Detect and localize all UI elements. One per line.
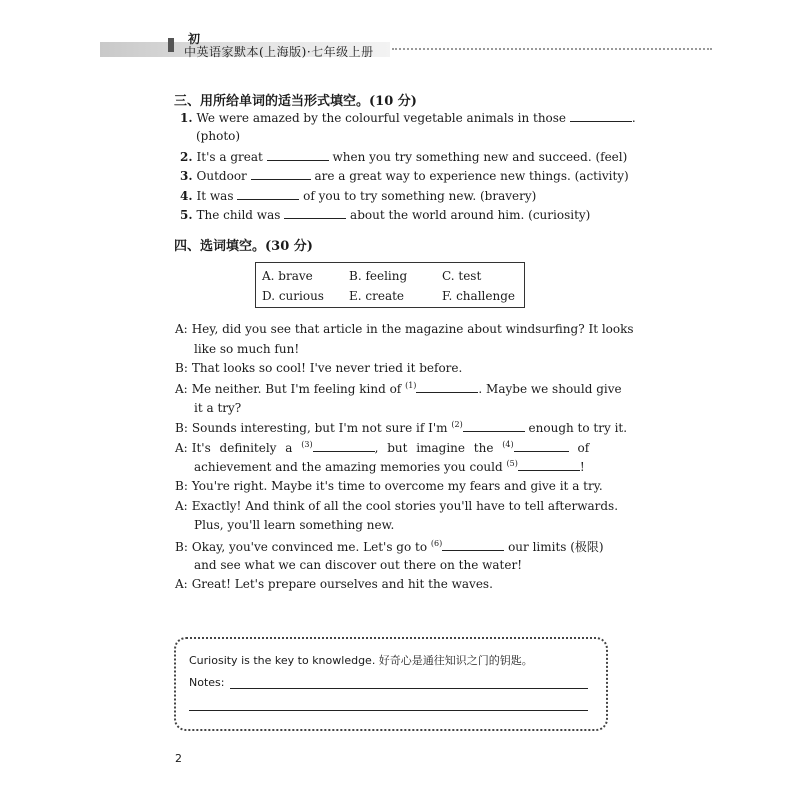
speaker: B: [175,361,188,375]
dialogue-text-after: ! [579,460,585,474]
blank-number: (6) [430,539,443,548]
dialogue-text: Great! Let's prepare ourselves and hit the waves. [191,577,493,591]
item-number: 3. [180,169,193,183]
notes-line[interactable] [230,688,588,689]
blank-number: (5) [506,459,518,468]
word-bank-box [255,262,525,308]
speaker: B: [175,421,188,435]
dialogue-text: Hey, did you see that article in the magazine about windsurfing? It looks [191,322,634,336]
dialogue-text: You're right. Maybe it's time to overcome my fears and give it a try. [191,479,603,493]
answer-blank[interactable] [284,207,346,219]
answer-blank-4[interactable] [514,440,569,452]
answer-blank-3[interactable] [313,440,375,452]
item-text: Outdoor [196,169,247,183]
dialogue-text: Me neither. But I'm feeling kind of [191,382,402,396]
item-text: It's a great [196,150,263,164]
dialogue-line-3 [175,381,622,396]
answer-blank-6[interactable] [442,539,504,551]
s3-item-1 [180,110,636,125]
answer-blank[interactable] [267,149,329,161]
section3-title: 三、用所给单词的适当形式填空。(10 分) [174,94,417,109]
speaker: B: [175,540,188,554]
dialogue-text: Okay, you've convinced me. Let's go to [191,540,428,554]
answer-blank-5[interactable] [518,459,580,471]
dialogue-line-1 [175,322,634,336]
dialogue-line-8-cont: and see what we can discover out there on the water! [194,558,523,572]
blank-number: (1) [405,381,417,390]
header-title: 中英语家默本(上海版)·七年级上册 [184,45,374,59]
s3-item-1-cont: (photo) [196,129,241,143]
dialogue-text-after: our limits (极限) [508,540,604,554]
dialogue-line-3-cont: it a try? [194,401,242,415]
option-c: C. test [442,269,482,283]
item-number: 2. [180,150,193,164]
item-number: 4. [180,189,193,203]
dialogue-text-after: of [577,441,590,455]
option-e: E. create [349,289,405,303]
notes-line[interactable] [189,710,588,711]
notes-label: Notes: [189,676,225,689]
dialogue-text: That looks so cool! I've never tried it before. [191,361,463,375]
item-text: We were amazed by the colourful vegetable animals in those [196,111,567,125]
answer-blank-1[interactable] [416,381,478,393]
blank-number: (3) [301,440,313,449]
blank-number: (4) [502,440,514,449]
item-text: The child was [196,208,281,222]
dialogue-text-mid: , but imagine the [374,441,494,455]
answer-blank[interactable] [570,110,632,122]
item-text: It was [196,189,234,203]
s3-item-4 [180,188,536,203]
dialogue-line-7-cont: Plus, you'll learn something new. [194,518,395,532]
section4-title: 四、选词填空。(30 分) [174,239,313,254]
dialogue-line-2 [175,361,462,375]
dialogue-line-5 [175,440,589,455]
item-text-after: of you to try something new. (bravery) [303,189,537,203]
dialogue-line-9 [175,577,493,591]
dialogue-line-6 [175,479,603,493]
option-f: F. challenge [442,289,515,303]
header-badge: 初 [188,32,201,46]
blank-number: (2) [451,420,463,429]
s3-item-3 [180,168,629,183]
dialogue-text: Sounds interesting, but I'm not sure if I'm [191,421,448,435]
item-text-after: about the world around him. (curiosity) [350,208,591,222]
answer-blank-2[interactable] [463,420,525,432]
option-a: A. brave [262,269,313,283]
answer-blank[interactable] [237,188,299,200]
dialogue-line-5-cont [194,459,585,474]
speaker: B: [175,479,188,493]
dialogue-text: achievement and the amazing memories you could [194,460,503,474]
dialogue-line-8 [175,538,604,555]
answer-blank[interactable] [251,168,311,180]
notes-quote: Curiosity is the key to knowledge. 好奇心是通往知识之门的钥匙。 [189,654,533,667]
speaker: A: [175,499,188,513]
dialogue-line-7 [175,499,618,513]
dialogue-text: It's definitely a [191,441,293,455]
speaker: A: [175,577,188,591]
item-text-after: are a great way to experience new things. (activity) [314,169,629,183]
speaker: A: [175,441,188,455]
page-number: 2 [175,752,182,765]
item-text-after: . [631,111,636,125]
item-number: 5. [180,208,193,222]
speaker: A: [175,382,188,396]
s3-item-2 [180,149,627,164]
s3-item-5 [180,207,590,222]
option-b: B. feeling [349,269,408,283]
dialogue-text-after: enough to try it. [528,421,628,435]
book-icon [168,38,174,52]
dialogue-line-4 [175,420,627,435]
option-d: D. curious [262,289,324,303]
speaker: A: [175,322,188,336]
page-header [100,30,715,70]
header-dotted-rule [392,48,712,50]
dialogue-text: Exactly! And think of all the cool stories you'll have to tell afterwards. [191,499,619,513]
dialogue-line-1-cont: like so much fun! [194,342,300,356]
item-number: 1. [180,111,193,125]
dialogue-text-after: . Maybe we should give [478,382,622,396]
item-text-after: when you try something new and succeed. (feel) [332,150,628,164]
